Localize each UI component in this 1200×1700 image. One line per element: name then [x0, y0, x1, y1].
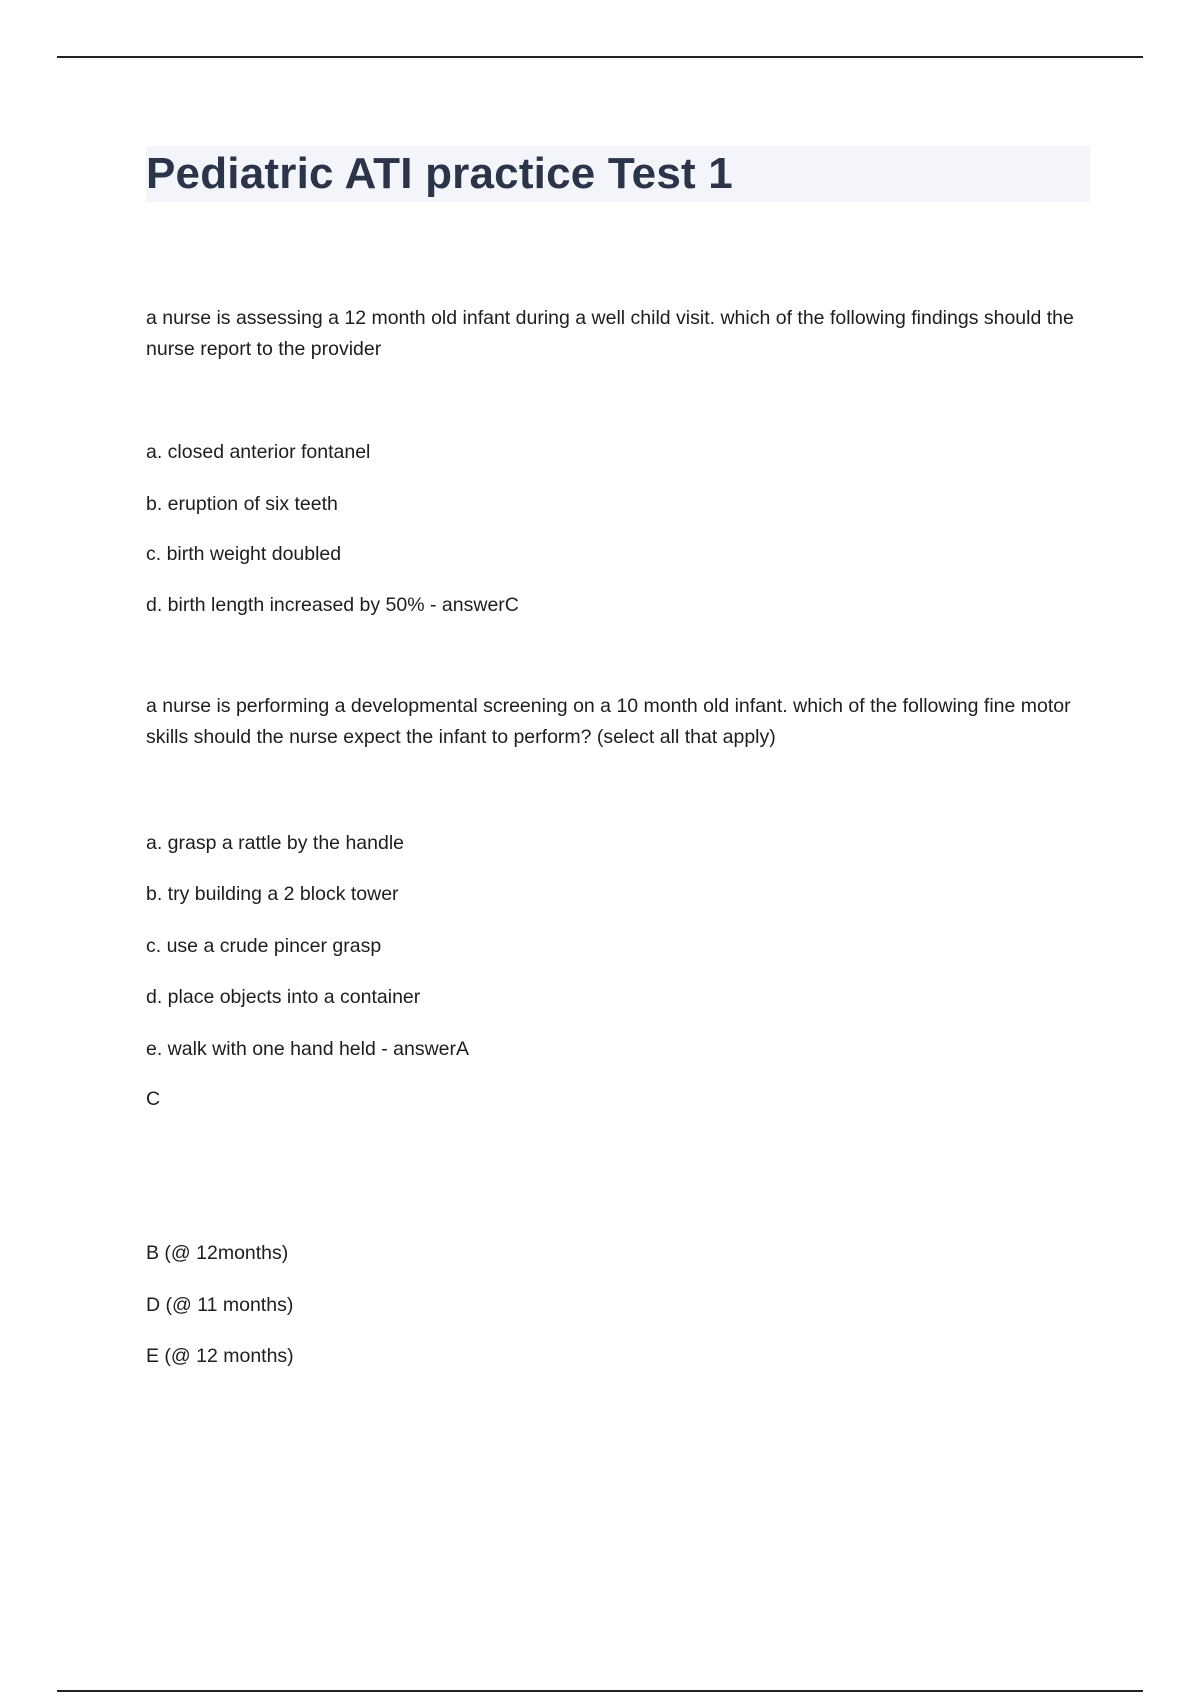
question-2-answer-continuation: C	[146, 1088, 161, 1110]
question-2-prompt: a nurse is performing a developmental screening on a 10 month old infant. which of the following fine motor skills should the nurse expect the infant to perform? (select all that apply)	[146, 695, 1071, 748]
question-2-note-d: D (@ 11 months)	[146, 1294, 294, 1316]
bottom-divider	[57, 1690, 1143, 1692]
top-divider	[57, 56, 1143, 58]
question-1-option-d: d. birth length increased by 50% - answerC	[146, 594, 519, 616]
question-1-option-a: a. closed anterior fontanel	[146, 441, 371, 463]
question-2-option-c: c. use a crude pincer grasp	[146, 935, 382, 957]
question-2-option-b: b. try building a 2 block tower	[146, 883, 399, 905]
question-1-prompt: a nurse is assessing a 12 month old infant during a well child visit. which of the following findings should the nurse report to the provider	[146, 307, 1074, 360]
document-title: Pediatric ATI practice Test 1	[146, 146, 1090, 202]
question-1-option-b: b. eruption of six teeth	[146, 493, 338, 515]
question-2-option-a: a. grasp a rattle by the handle	[146, 832, 405, 854]
question-2-note-e: E (@ 12 months)	[146, 1345, 294, 1367]
question-2-note-b: B (@ 12months)	[146, 1242, 289, 1264]
question-1-option-c: c. birth weight doubled	[146, 543, 342, 565]
question-2-option-d: d. place objects into a container	[146, 986, 421, 1008]
question-2-option-e: e. walk with one hand held - answerA	[146, 1038, 470, 1060]
